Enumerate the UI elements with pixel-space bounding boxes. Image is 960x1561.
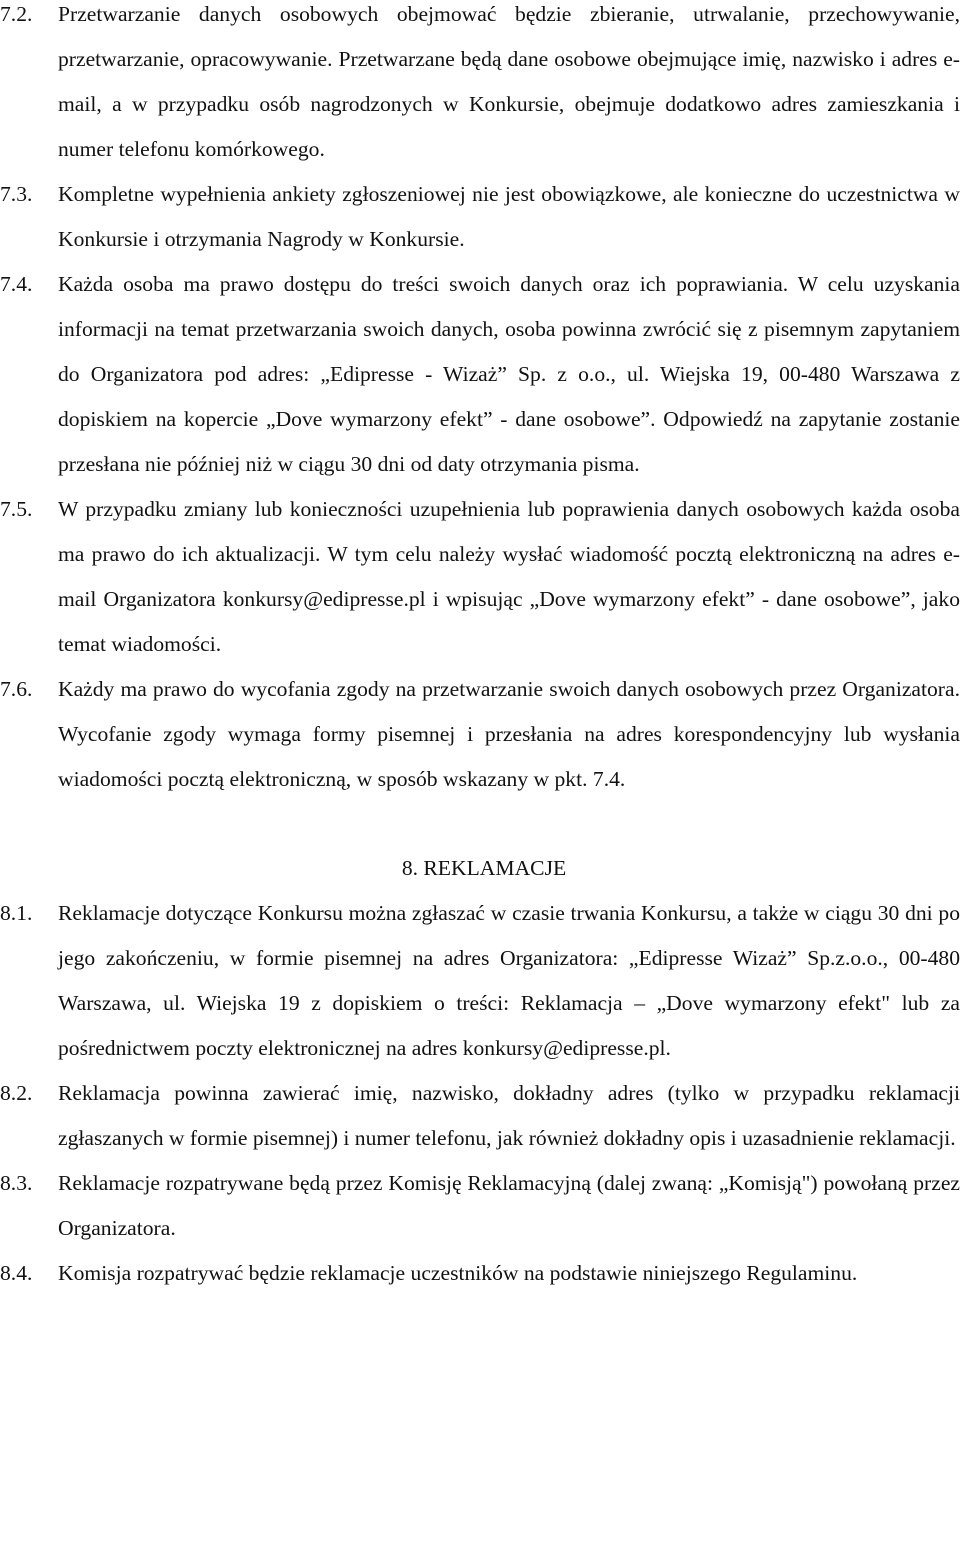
clause-text: Komisja rozpatrywać będzie reklamacje uczestników na podstawie niniejszego Regulaminu. xyxy=(58,1261,858,1285)
clause-7-4 xyxy=(0,262,960,487)
clause-8-4 xyxy=(0,1251,960,1296)
clause-text: Reklamacja powinna zawierać imię, nazwisko, dokładny adres (tylko w przypadku reklamacji zgłaszanych w formie pisemnej) i numer telefonu, jak również dokładny opis i uzasadnienie reklamacji. xyxy=(58,1081,960,1150)
clause-number: 7.6. xyxy=(0,677,33,701)
clause-number: 8.1. xyxy=(0,901,33,925)
clause-7-6 xyxy=(0,667,960,802)
clause-text: Przetwarzanie danych osobowych obejmować będzie zbieranie, utrwalanie, przechowywanie, przetwarzanie, opracowywanie. Przetwarzane będą dane osobowe obejmujące imię, nazwisko i adres e-mail, a w przypadku osób nagrodzonych w Konkursie, obejmuje dodatkowo adres zamieszkania i numer telefonu komórkowego. xyxy=(58,2,960,161)
clause-text: Reklamacje rozpatrywane będą przez Komisję Reklamacyjną (dalej zwaną: „Komisją") powołaną przez Organizatora. xyxy=(58,1171,960,1240)
clause-number: 7.2. xyxy=(0,2,33,26)
clause-7-3 xyxy=(0,172,960,262)
clause-7-5 xyxy=(0,487,960,667)
clause-number: 8.4. xyxy=(0,1261,33,1285)
clause-text: Każdy ma prawo do wycofania zgody na przetwarzanie swoich danych osobowych przez Organizatora. Wycofanie zgody wymaga formy pisemnej i przesłania na adres korespondencyjny lub wysłania wiadomości pocztą elektroniczną, w sposób wskazany w pkt. 7.4. xyxy=(58,677,960,791)
clause-text: W przypadku zmiany lub konieczności uzupełnienia lub poprawienia danych osobowych każda osoba ma prawo do ich aktualizacji. W tym celu należy wysłać wiadomość pocztą elektroniczną na adres e-mail Organizatora konkursy@edipresse.pl i wpisując „Dove wymarzony efekt” - dane osobowe”, jako temat wiadomości. xyxy=(58,497,960,656)
clause-number: 7.5. xyxy=(0,497,33,521)
clause-text: Każda osoba ma prawo dostępu do treści swoich danych oraz ich poprawiania. W celu uzyskania informacji na temat przetwarzania swoich danych, osoba powinna zwrócić się z pisemnym zapytaniem do Organizatora pod adres: „Edipresse - Wizaż” Sp. z o.o., ul. Wiejska 19, 00-480 Warszawa z dopiskiem na kopercie „Dove wymarzony efekt” - dane osobowe”. Odpowiedź na zapytanie zostanie przesłana nie później niż w ciągu 30 dni od daty otrzymania pisma. xyxy=(58,272,960,476)
clause-text: Kompletne wypełnienia ankiety zgłoszeniowej nie jest obowiązkowe, ale konieczne do uczestnictwa w Konkursie i otrzymania Nagrody w Konkursie. xyxy=(58,182,960,251)
clause-8-3 xyxy=(0,1161,960,1251)
clause-number: 7.4. xyxy=(0,272,33,296)
clause-7-2 xyxy=(0,0,960,172)
clause-8-1 xyxy=(0,891,960,1071)
clause-text: Reklamacje dotyczące Konkursu można zgłaszać w czasie trwania Konkursu, a także w ciągu 30 dni po jego zakończeniu, w formie pisemnej na adres Organizatora: „Edipresse Wizaż” Sp.z.o.o., 00-480 Warszawa, ul. Wiejska 19 z dopiskiem o treści: Reklamacja – „Dove wymarzony efekt" lub za pośrednictwem poczty elektronicznej na adres konkursy@edipresse.pl. xyxy=(58,901,960,1060)
clause-number: 8.3. xyxy=(0,1171,33,1195)
clause-number: 7.3. xyxy=(0,182,33,206)
clause-8-2 xyxy=(0,1071,960,1161)
section-heading-reklamacje: 8. REKLAMACJE xyxy=(401,856,567,880)
clause-number: 8.2. xyxy=(0,1081,33,1105)
